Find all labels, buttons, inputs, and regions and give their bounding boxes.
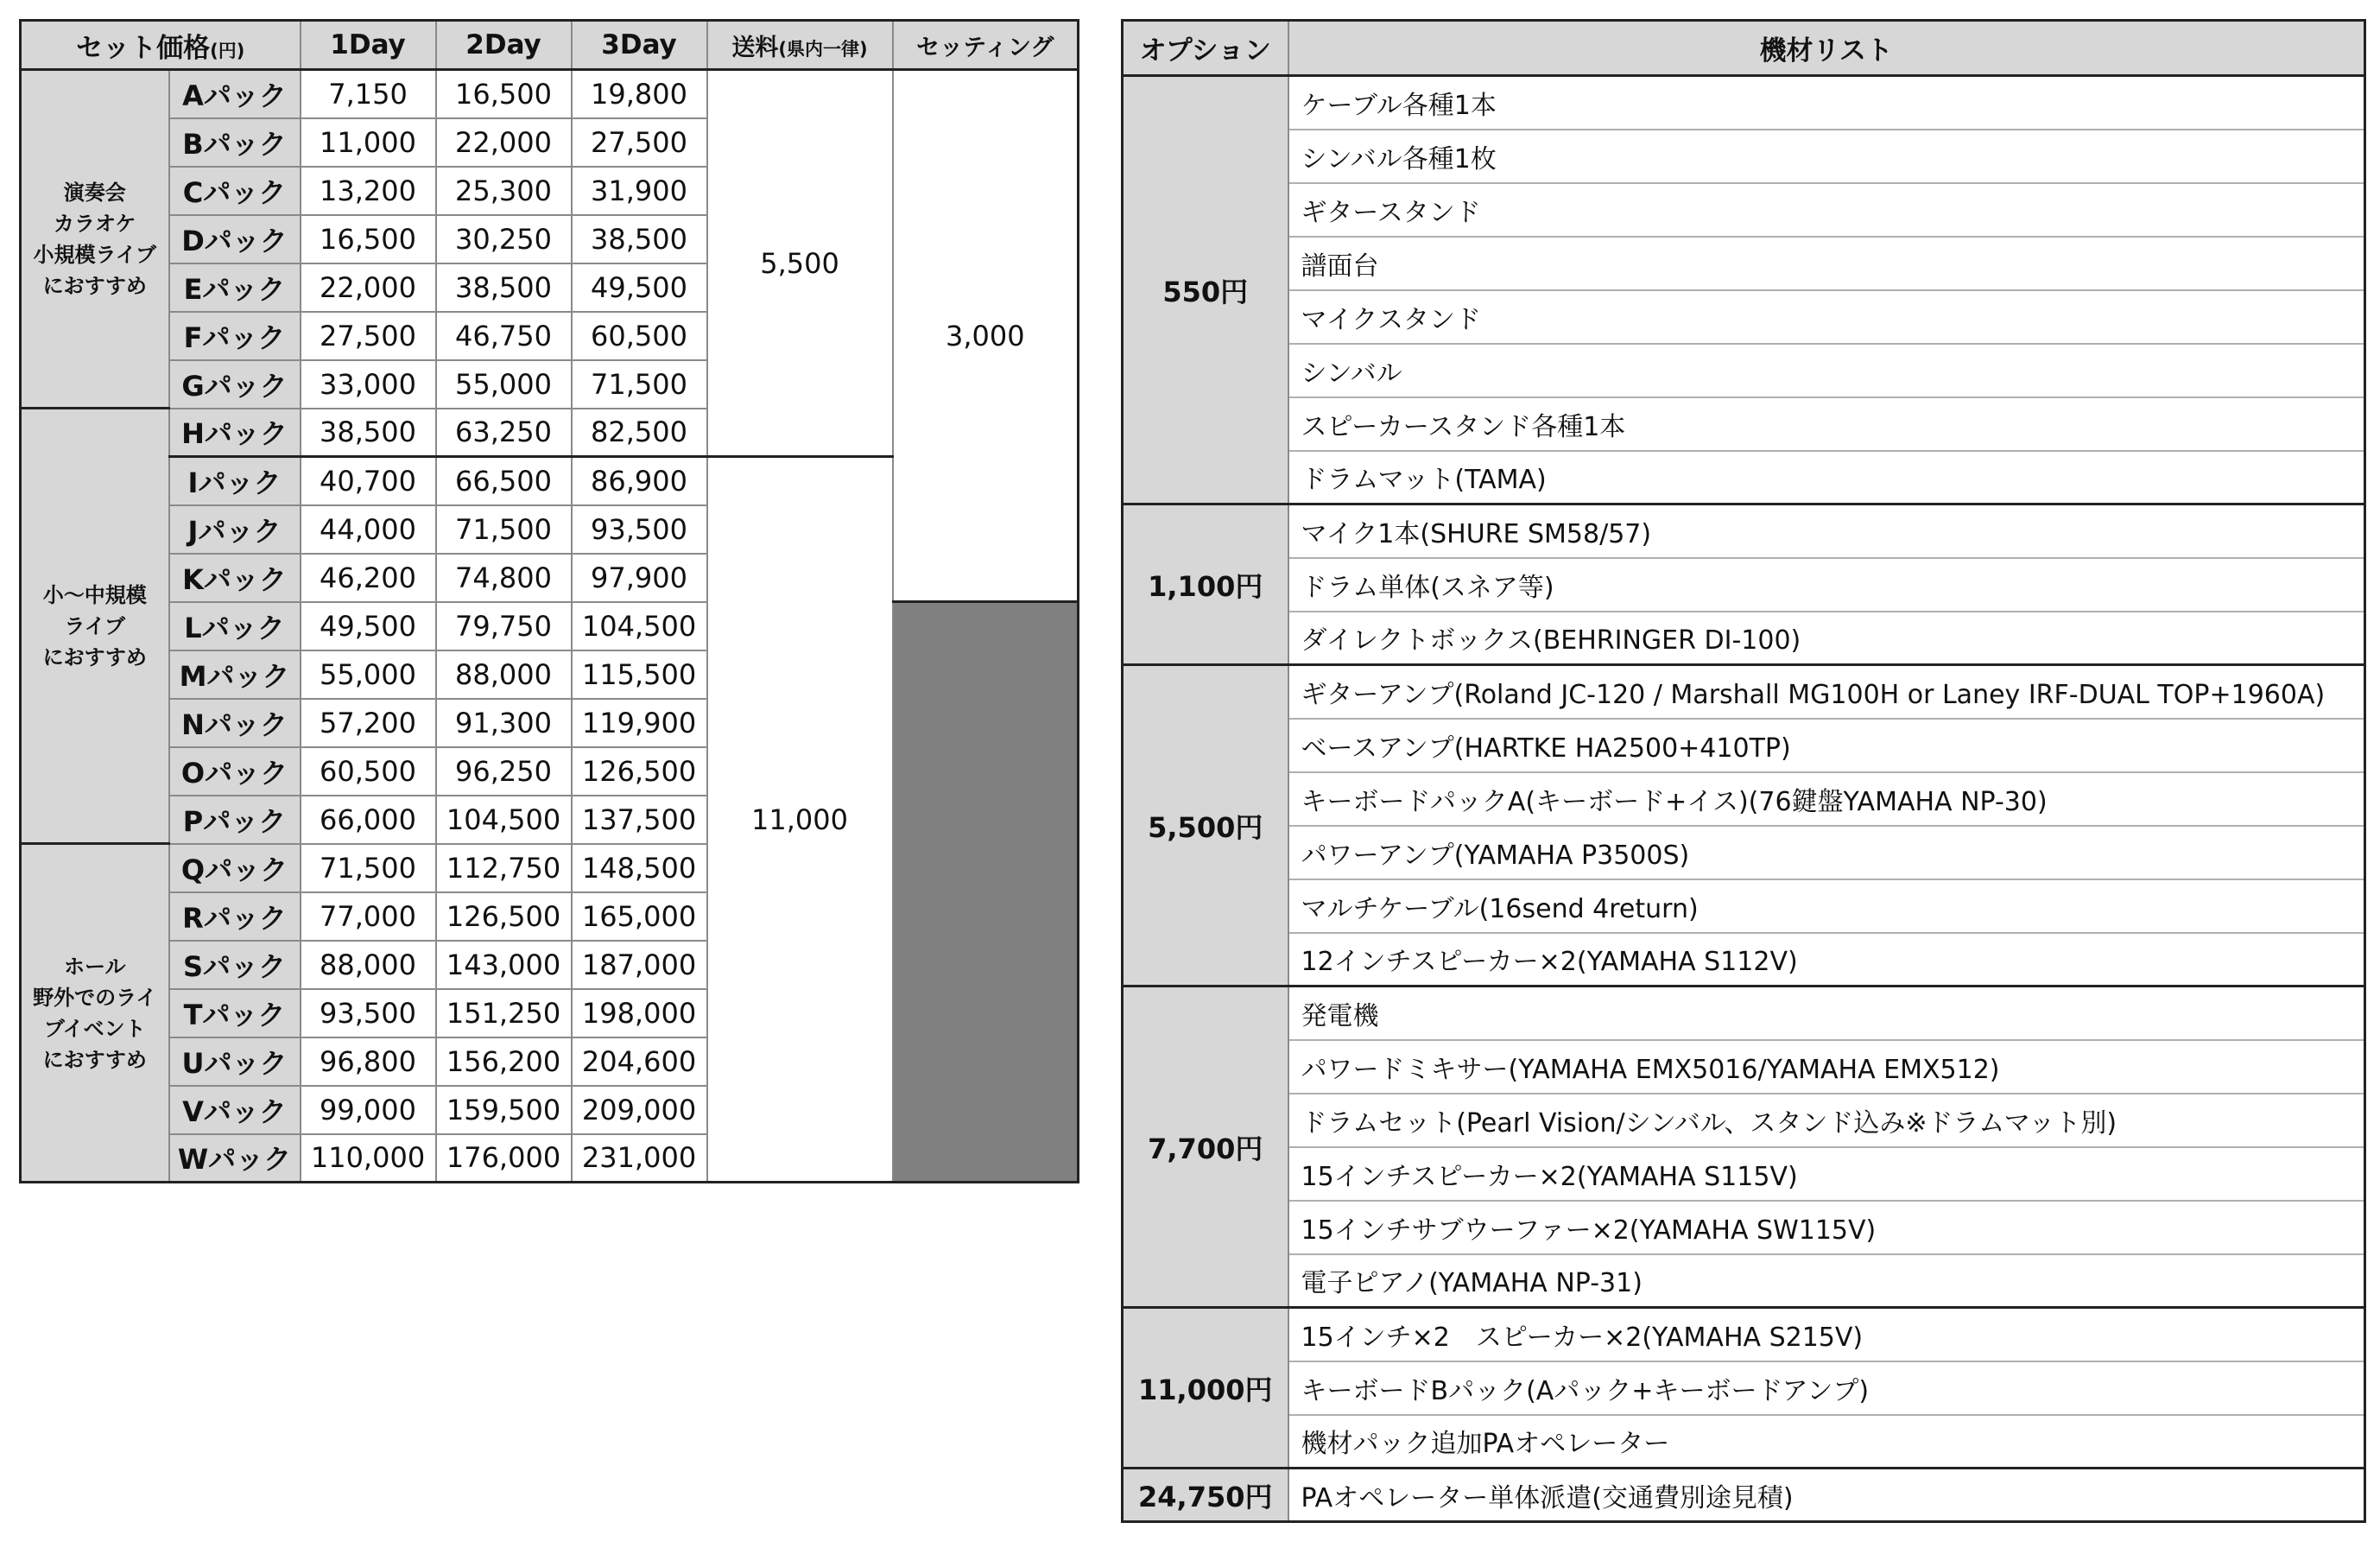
option-row [1123,719,2365,772]
equipment-item: ドラムセット(Pearl Vision/シンバル、スタンド込み※ドラムマット別) [1288,1094,2365,1147]
price-3day: 93,500 [572,505,707,554]
equipment-item: ダイレクトボックス(BEHRINGER DI-100) [1288,612,2365,665]
equipment-item: シンバル各種1枚 [1288,130,2365,183]
price-3day: 198,000 [572,989,707,1037]
price-1day: 88,000 [301,941,436,989]
option-row [1123,1201,2365,1254]
price-2day: 88,000 [436,650,572,699]
equipment-item: 発電機 [1288,987,2365,1040]
pack-name: Cパック [169,167,301,215]
header-set-price: セット価格(円) [21,21,301,70]
pack-name: Qパック [169,844,301,892]
pack-name: Kパック [169,554,301,602]
option-row [1123,1094,2365,1147]
price-2day: 159,500 [436,1086,572,1134]
price-1day: 77,000 [301,892,436,941]
option-price: 11,000円 [1123,1308,1288,1469]
pack-name: Vパック [169,1086,301,1134]
option-row [1123,612,2365,665]
equipment-item: 電子ピアノ(YAMAHA NP-31) [1288,1254,2365,1308]
price-table-header [21,21,1079,70]
price-2day: 30,250 [436,215,572,263]
equipment-item: マルチケーブル(16send 4return) [1288,879,2365,933]
price-1day: 22,000 [301,263,436,312]
option-row [1123,290,2365,344]
option-table-body [1123,76,2365,1522]
pack-name: Bパック [169,118,301,167]
price-3day: 60,500 [572,312,707,360]
price-2day: 126,500 [436,892,572,941]
price-3day: 86,900 [572,457,707,505]
equipment-item: 15インチ×2 スピーカー×2(YAMAHA S215V) [1288,1308,2365,1361]
pack-name: Pパック [169,796,301,844]
pack-name: Eパック [169,263,301,312]
pack-name: Dパック [169,215,301,263]
price-3day: 119,900 [572,699,707,747]
price-3day: 115,500 [572,650,707,699]
price-row [21,70,1079,118]
option-row [1123,451,2365,504]
equipment-item: ギタースタンド [1288,183,2365,237]
price-1day: 57,200 [301,699,436,747]
option-row [1123,665,2365,719]
price-table [19,19,1079,1183]
header-1day: 1Day [301,21,436,70]
price-1day: 44,000 [301,505,436,554]
price-1day: 33,000 [301,360,436,409]
option-row [1123,1254,2365,1308]
price-row [21,602,1079,650]
equipment-item: 12インチスピーカー×2(YAMAHA S112V) [1288,933,2365,987]
price-1day: 38,500 [301,409,436,457]
equipment-item: ケーブル各種1本 [1288,76,2365,130]
price-1day: 40,700 [301,457,436,505]
equipment-item: キーボードBパック(Aパック+キーボードアンプ) [1288,1361,2365,1415]
pack-name: Mパック [169,650,301,699]
price-3day: 137,500 [572,796,707,844]
equipment-item: マイク1本(SHURE SM58/57) [1288,504,2365,558]
price-1day: 46,200 [301,554,436,602]
price-3day: 97,900 [572,554,707,602]
price-3day: 209,000 [572,1086,707,1134]
price-2day: 112,750 [436,844,572,892]
equipment-item: キーボードパックA(キーボード+イス)(76鍵盤YAMAHA NP-30) [1288,772,2365,826]
price-3day: 165,000 [572,892,707,941]
price-3day: 104,500 [572,602,707,650]
pack-name: Tパック [169,989,301,1037]
option-row [1123,558,2365,612]
option-row [1123,879,2365,933]
pack-name: Fパック [169,312,301,360]
option-row [1123,933,2365,987]
equipment-item: ギターアンプ(Roland JC-120 / Marshall MG100H or Laney IRF-DUAL TOP+1960A) [1288,665,2365,719]
price-2day: 96,250 [436,747,572,796]
option-table [1121,19,2366,1523]
equipment-item: PAオペレーター単体派遣(交通費別途見積) [1288,1469,2365,1522]
pack-name: Nパック [169,699,301,747]
option-row [1123,987,2365,1040]
option-row [1123,504,2365,558]
option-price: 7,700円 [1123,987,1288,1308]
price-3day: 148,500 [572,844,707,892]
category-label: ホール 野外でのライ ブイベント におすすめ [21,844,169,1183]
price-2day: 151,250 [436,989,572,1037]
price-3day: 31,900 [572,167,707,215]
price-1day: 27,500 [301,312,436,360]
price-3day: 71,500 [572,360,707,409]
price-1day: 11,000 [301,118,436,167]
setting-unavailable [893,602,1079,1183]
price-2day: 66,500 [436,457,572,505]
equipment-item: ドラム単体(スネア等) [1288,558,2365,612]
option-row [1123,237,2365,290]
option-row [1123,130,2365,183]
category-label: 小〜中規模 ライブ におすすめ [21,409,169,844]
price-2day: 16,500 [436,70,572,118]
pack-name: Rパック [169,892,301,941]
price-1day: 13,200 [301,167,436,215]
pack-name: Aパック [169,70,301,118]
price-1day: 71,500 [301,844,436,892]
price-2day: 25,300 [436,167,572,215]
option-row [1123,1361,2365,1415]
category-label: 演奏会 カラオケ 小規模ライブ におすすめ [21,70,169,409]
price-2day: 71,500 [436,505,572,554]
equipment-item: ベースアンプ(HARTKE HA2500+410TP) [1288,719,2365,772]
price-1day: 110,000 [301,1134,436,1183]
price-1day: 55,000 [301,650,436,699]
shipping-value: 11,000 [707,457,893,1183]
price-2day: 156,200 [436,1037,572,1086]
option-price: 5,500円 [1123,665,1288,987]
price-2day: 22,000 [436,118,572,167]
option-row [1123,76,2365,130]
equipment-item: 15インチサブウーファー×2(YAMAHA SW115V) [1288,1201,2365,1254]
option-row [1123,1415,2365,1469]
option-row [1123,1040,2365,1094]
price-2day: 63,250 [436,409,572,457]
option-table-header [1123,21,2365,76]
option-row [1123,1308,2365,1361]
equipment-item: マイクスタンド [1288,290,2365,344]
price-1day: 99,000 [301,1086,436,1134]
price-3day: 126,500 [572,747,707,796]
price-2day: 91,300 [436,699,572,747]
price-2day: 79,750 [436,602,572,650]
option-row [1123,1469,2365,1522]
equipment-item: ドラムマット(TAMA) [1288,451,2365,504]
setting-value: 3,000 [893,70,1079,602]
price-table-body [21,70,1079,1183]
price-3day: 38,500 [572,215,707,263]
header-equipment-list: 機材リスト [1288,21,2365,76]
price-2day: 38,500 [436,263,572,312]
price-3day: 19,800 [572,70,707,118]
price-2day: 55,000 [436,360,572,409]
pack-name: Lパック [169,602,301,650]
option-price: 1,100円 [1123,504,1288,665]
shipping-value: 5,500 [707,70,893,457]
option-price: 24,750円 [1123,1469,1288,1522]
header-3day: 3Day [572,21,707,70]
option-row [1123,344,2365,397]
price-2day: 176,000 [436,1134,572,1183]
pack-name: Sパック [169,941,301,989]
equipment-item: 15インチスピーカー×2(YAMAHA S115V) [1288,1147,2365,1201]
pack-name: Iパック [169,457,301,505]
price-2day: 143,000 [436,941,572,989]
price-3day: 49,500 [572,263,707,312]
price-2day: 74,800 [436,554,572,602]
header-shipping: 送料(県内一律) [707,21,893,70]
header-2day: 2Day [436,21,572,70]
equipment-item: 譜面台 [1288,237,2365,290]
option-row [1123,397,2365,451]
price-2day: 46,750 [436,312,572,360]
price-3day: 231,000 [572,1134,707,1183]
equipment-item: スピーカースタンド各種1本 [1288,397,2365,451]
price-1day: 60,500 [301,747,436,796]
option-row [1123,826,2365,879]
header-option: オプション [1123,21,1288,76]
price-3day: 27,500 [572,118,707,167]
option-row [1123,183,2365,237]
equipment-item: シンバル [1288,344,2365,397]
pack-name: Hパック [169,409,301,457]
equipment-item: パワードミキサー(YAMAHA EMX5016/YAMAHA EMX512) [1288,1040,2365,1094]
price-1day: 49,500 [301,602,436,650]
option-row [1123,772,2365,826]
price-1day: 96,800 [301,1037,436,1086]
price-1day: 16,500 [301,215,436,263]
price-1day: 93,500 [301,989,436,1037]
equipment-item: パワーアンプ(YAMAHA P3500S) [1288,826,2365,879]
pack-name: Uパック [169,1037,301,1086]
option-price: 550円 [1123,76,1288,504]
price-3day: 82,500 [572,409,707,457]
price-2day: 104,500 [436,796,572,844]
pack-name: Gパック [169,360,301,409]
price-1day: 66,000 [301,796,436,844]
price-3day: 204,600 [572,1037,707,1086]
price-3day: 187,000 [572,941,707,989]
equipment-item: 機材パック追加PAオペレーター [1288,1415,2365,1469]
pack-name: Jパック [169,505,301,554]
pack-name: Oパック [169,747,301,796]
pack-name: Wパック [169,1134,301,1183]
header-setting: セッティング [893,21,1079,70]
option-row [1123,1147,2365,1201]
price-1day: 7,150 [301,70,436,118]
